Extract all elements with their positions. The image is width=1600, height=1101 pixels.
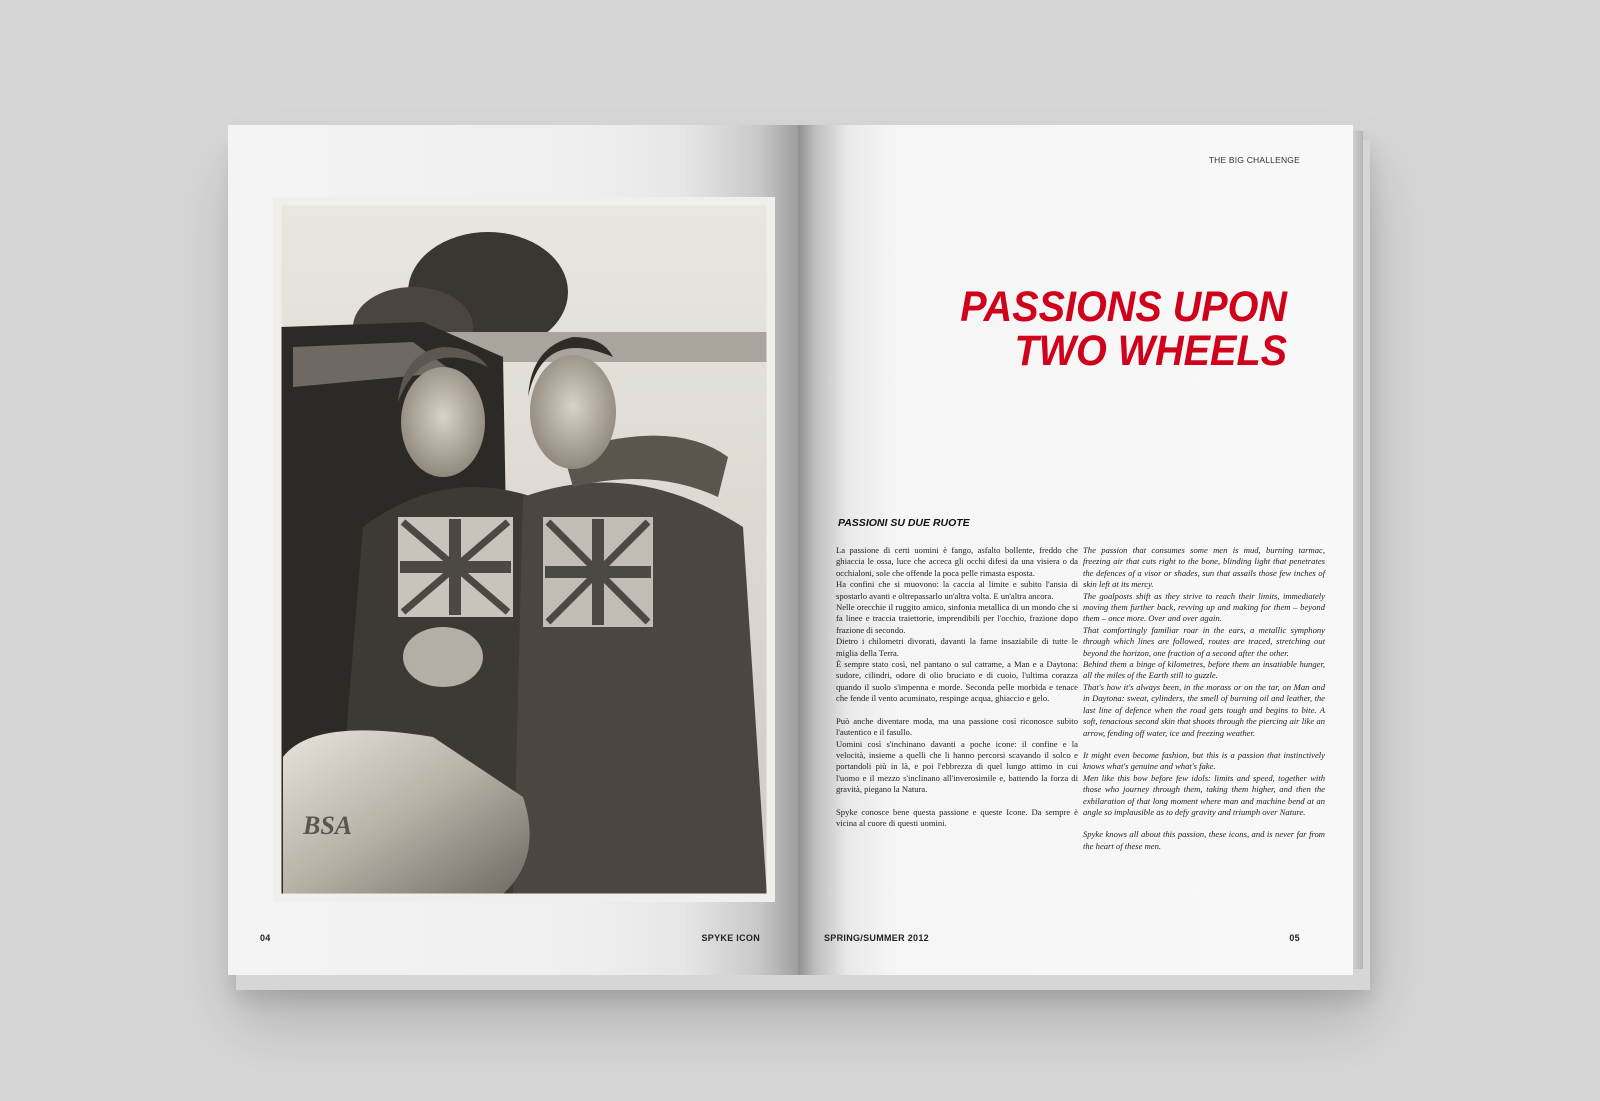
paragraph: Uomini così s'inchinano davanti a poche icone: il confine e la velocità, insieme a quelli che li hanno percorsi scavando il solco e portandoli più in là, e poi l'ebbrezza di quel lungo attimo in cui l'uomo e il mezzo s'inclinano all'inverosimile e, battendo la forza di gravità, piegano la Natura. [836, 738, 1078, 795]
paragraph-gap [1083, 818, 1325, 829]
paragraph: It might even become fashion, but this is a passion that instinctively knows what's genuine and what's fake. [1083, 749, 1325, 772]
tank-logo-text: BSA [303, 811, 353, 840]
magazine-name: SPYKE ICON [701, 933, 760, 943]
section-label: THE BIG CHALLENGE [1208, 155, 1300, 165]
paragraph: Spyke conosce bene questa passione e queste Icone. Da sempre è vicina al cuore di questi uomini. [836, 806, 1078, 828]
paragraph: Dietro i chilometri divorati, davanti la fame insaziabile di tutte le miglia della Terra. [836, 636, 1078, 658]
paragraph-gap [836, 705, 1078, 716]
paragraph: Behind them a binge of kilometres, before them an insatiable hunger, all the miles of the Earth still to guzzle. [1083, 659, 1325, 681]
page-number-left: 04 [260, 933, 271, 943]
paragraph: Può anche diventare moda, ma una passione così riconosce subito l'autentico e il fasullo. [836, 715, 1078, 738]
paragraph: Ha confini che si muovono: la caccia al limite e subito l'ansia di spostarlo avanti e oltrepassarlo un'altra volta. E un'altra ancora. [836, 579, 1078, 601]
page-edge [1353, 131, 1363, 969]
issue-label: SPRING/SUMMER 2012 [824, 933, 929, 943]
left-page [228, 125, 798, 975]
italian-text-column [836, 545, 1078, 829]
paragraph: Men like this bow before few idols: limits and speed, together with those who journey through them, taking them higher, and then the exhilaration of that long moment where man and machine bend at an angle so implausible as to defy gravity and triumph over Nature. [1083, 772, 1325, 817]
paragraph: È sempre stato così, nel pantano o sul catrame, a Man e a Daytona: sudore, cilindri, odore di olio bruciato e di cuoio, l'ultima corazza quando il suolo s'impenna e morde. Seconda pelle morbida e tenace che fende il vento acuminato, respinge acqua, ghiaccio e gelo. [836, 659, 1078, 704]
vintage-riders-photo [273, 197, 775, 902]
paragraph: The goalposts shift as they strive to reach their limits, immediately moving them further back, revving up and making for them – beyond them – once more. Over and over again. [1083, 590, 1325, 624]
page-number-right: 05 [1289, 933, 1300, 943]
paragraph: Nelle orecchie il ruggito amico, sinfonia metallica di un mondo che si fa linee e traccia traiettorie, imprendibili per l'occhio, frazione dopo frazione di secondo. [836, 602, 1078, 635]
paragraph: That's how it's always been, in the morass or on the tar, on Man and in Daytona: sweat, cylinders, the smell of burning oil and leather, the last line of defence when the road gets tough and begins to bite. A soft, tenacious second skin that shoots through the piercing air like an arrow, fending off water, ice and freezing weather. [1083, 681, 1325, 738]
right-page [798, 125, 1353, 975]
english-text-column [1083, 545, 1325, 852]
article-subheading: PASSIONI SU DUE RUOTE [838, 517, 970, 529]
paragraph-gap [836, 796, 1078, 807]
paragraph: Spyke knows all about this passion, these icons, and is never far from the heart of these men. [1083, 829, 1325, 851]
paragraph: La passione di certi uomini è fango, asfalto bollente, freddo che ghiaccia le ossa, luce che acceca gli occhi difesi da una visiera o da occhialoni, sole che offende la poca pelle rimasta esposta. [836, 545, 1078, 578]
paragraph: That comfortingly familiar roar in the ears, a metallic symphony through which lines are followed, routes are traced, stretching out beyond the horizon, one fraction of a second after the other. [1083, 624, 1325, 658]
paragraph-gap [1083, 739, 1325, 750]
paragraph: The passion that consumes some men is mud, burning tarmac, freezing air that cuts right to the bone, blinding light that penetrates the defences of a visor or shades, sun that assails those few inches of skin left at its mercy. [1083, 545, 1325, 590]
headline-line-1: PASSIONS UPON [960, 283, 1287, 331]
article-headline [867, 285, 1287, 373]
headline-line-2: TWO WHEELS [1014, 327, 1287, 375]
